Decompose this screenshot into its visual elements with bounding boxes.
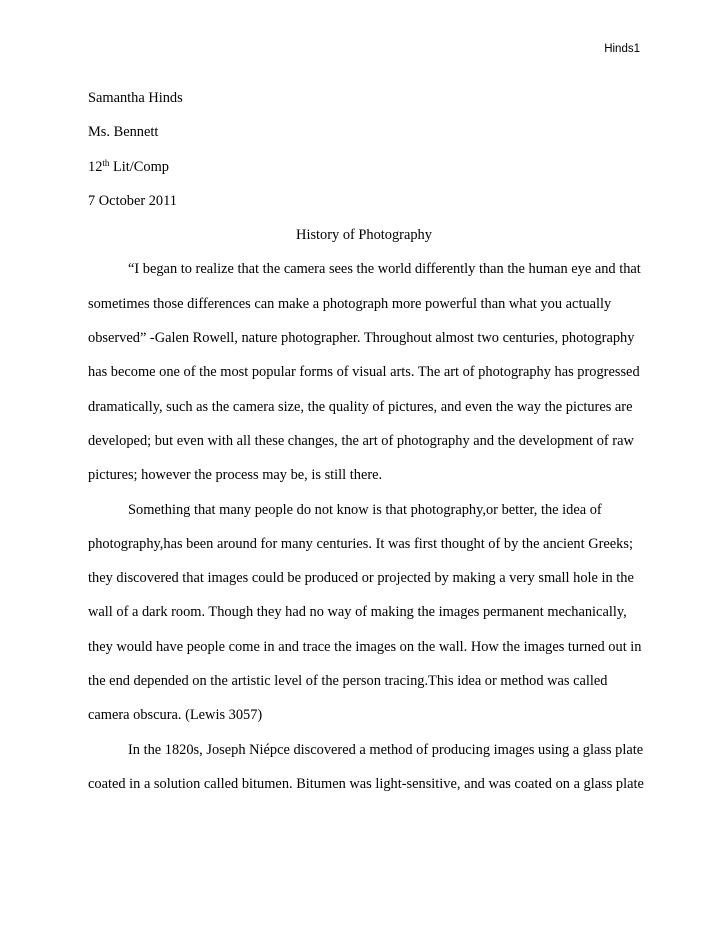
paragraph-line: camera obscura. (Lewis 3057) <box>88 707 263 724</box>
paragraph-line: has become one of the most popular forms of visual arts. The art of photography has progressed <box>88 364 640 381</box>
paragraph-line: sometimes those differences can make a photograph more powerful than what you actually <box>88 295 612 312</box>
paragraph-line: observed” -Galen Rowell, nature photographer. Throughout almost two centuries, photography <box>88 330 635 347</box>
paragraph-line: they discovered that images could be produced or projected by making a very small hole in the <box>88 570 634 587</box>
running-header: Hinds1 <box>604 43 640 55</box>
paragraph-1 <box>88 252 640 492</box>
essay-date: 7 October 2011 <box>88 192 177 209</box>
paragraph-line: the end depended on the artistic level of the person tracing.This idea or method was called <box>88 673 608 690</box>
class-rest: Lit/Comp <box>109 158 169 175</box>
essay-body <box>88 81 644 801</box>
paragraph-line: developed; but even with all these changes, the art of photography and the development of raw <box>88 432 634 449</box>
paragraph-line: In the 1820s, Joseph Niépce discovered a method of producing images using a glass plate <box>128 741 644 758</box>
paragraph-line: Something that many people do not know is that photography,or better, the idea of <box>128 501 602 518</box>
class-suffix: th <box>102 157 110 168</box>
class-name <box>88 150 640 184</box>
paragraph-line: they would have people come in and trace the images on the wall. How the images turned out in <box>88 638 642 655</box>
paragraph-line: pictures; however the process may be, is still there. <box>88 467 383 484</box>
paragraph-line: dramatically, such as the camera size, the quality of pictures, and even the way the pictures are <box>88 398 633 415</box>
essay-title: History of Photography <box>296 227 432 244</box>
teacher-name: Ms. Bennett <box>88 124 159 141</box>
paragraph-2 <box>88 493 640 733</box>
class-number: 12 <box>88 158 103 175</box>
paragraph-3 <box>88 733 644 802</box>
paragraph-line: photography,has been around for many centuries. It was first thought of by the ancient Greeks; <box>88 535 633 552</box>
paragraph-line: coated in a solution called bitumen. Bitumen was light-sensitive, and was coated on a glass plate <box>88 775 644 792</box>
paragraph-line: wall of a dark room. Though they had no way of making the images permanent mechanically, <box>88 604 627 621</box>
author-name: Samantha Hinds <box>88 90 183 106</box>
paragraph-line: “I began to realize that the camera sees the world differently than the human eye and that <box>128 261 641 278</box>
